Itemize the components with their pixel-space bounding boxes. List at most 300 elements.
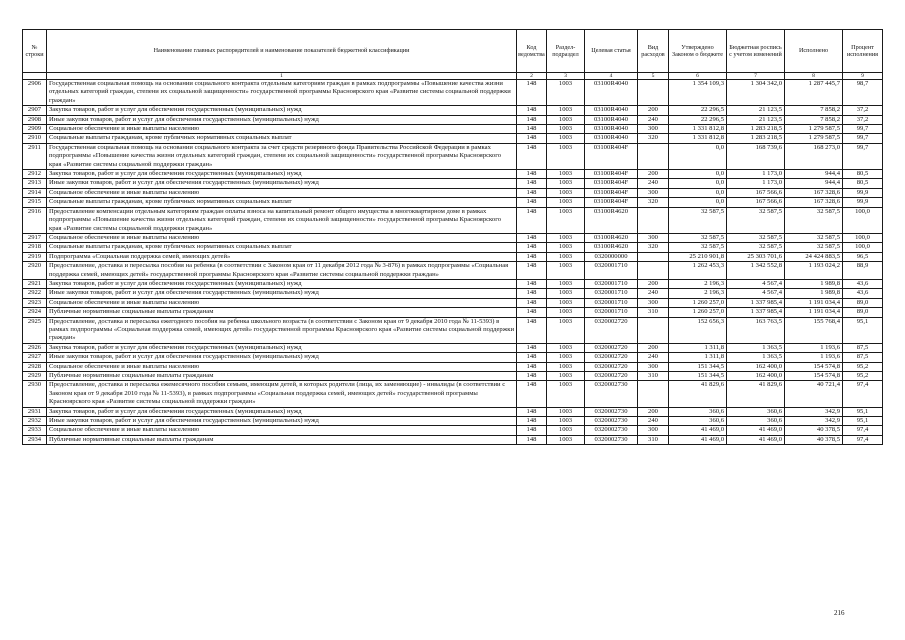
column-number: 5 xyxy=(638,73,669,80)
column-header: Процент исполнения xyxy=(843,30,883,73)
row-number: 2912 xyxy=(23,170,47,179)
row-name: Социальное обеспечение и иные выплаты населению xyxy=(47,125,517,134)
section-code: 1003 xyxy=(547,134,585,143)
executed-amount: 944,4 xyxy=(785,170,843,179)
row-number: 2907 xyxy=(23,106,47,115)
table-row xyxy=(23,143,883,169)
column-number: 1 xyxy=(47,73,517,80)
row-name: Социальное обеспечение и иные выплаты населению xyxy=(47,362,517,371)
execution-percent: 97,4 xyxy=(843,381,883,407)
row-name: Социальные выплаты гражданам, кроме публичных нормативных социальных выплат xyxy=(47,134,517,143)
table-row xyxy=(23,435,883,444)
section-code: 1003 xyxy=(547,188,585,197)
planned-amount: 163 763,5 xyxy=(727,317,785,343)
executed-amount: 167 328,6 xyxy=(785,198,843,207)
approved-amount: 0,0 xyxy=(669,179,727,188)
row-number: 2917 xyxy=(23,233,47,242)
section-code: 1003 xyxy=(547,362,585,371)
row-name: Предоставление компенсации отдельным категориям граждан оплаты взноса на капитальный ремонт общего имущества в многоквартирном доме в рамках подпрограммы «Повышение качества жизни отдельных категорий граждан, степени их социальной защищенности» государственной программы Красноярского края «Развитие системы социальной поддержки граждан» xyxy=(47,207,517,233)
execution-percent: 97,4 xyxy=(843,426,883,435)
expense-type-code: 310 xyxy=(638,435,669,444)
planned-amount: 1 173,0 xyxy=(727,179,785,188)
planned-amount: 41 469,0 xyxy=(727,426,785,435)
target-item-code: 0320002730 xyxy=(585,426,638,435)
table-row xyxy=(23,289,883,298)
target-item-code: 0320002720 xyxy=(585,317,638,343)
row-name: Социальные выплаты гражданам, кроме публичных нормативных социальных выплат xyxy=(47,198,517,207)
table-row xyxy=(23,308,883,317)
row-number: 2927 xyxy=(23,353,47,362)
execution-percent: 95,1 xyxy=(843,407,883,416)
table-row xyxy=(23,125,883,134)
department-code: 148 xyxy=(517,243,547,252)
department-code: 148 xyxy=(517,435,547,444)
department-code: 148 xyxy=(517,407,547,416)
execution-percent: 96,5 xyxy=(843,252,883,261)
row-number: 2921 xyxy=(23,279,47,288)
section-code: 1003 xyxy=(547,80,585,106)
table-row xyxy=(23,252,883,261)
budget-execution-table xyxy=(22,29,883,445)
execution-percent: 89,0 xyxy=(843,298,883,307)
column-number: 7 xyxy=(727,73,785,80)
section-code: 1003 xyxy=(547,426,585,435)
target-item-code: 0320001710 xyxy=(585,262,638,280)
target-item-code: 03100R404F xyxy=(585,179,638,188)
execution-percent: 37,2 xyxy=(843,106,883,115)
section-code: 1003 xyxy=(547,125,585,134)
approved-amount: 0,0 xyxy=(669,170,727,179)
expense-type-code: 200 xyxy=(638,170,669,179)
row-number: 2908 xyxy=(23,115,47,124)
row-name: Социальное обеспечение и иные выплаты населению xyxy=(47,188,517,197)
approved-amount: 22 296,5 xyxy=(669,115,727,124)
section-code: 1003 xyxy=(547,279,585,288)
execution-percent: 99,9 xyxy=(843,198,883,207)
target-item-code: 0320002730 xyxy=(585,435,638,444)
department-code: 148 xyxy=(517,353,547,362)
row-number: 2910 xyxy=(23,134,47,143)
row-number: 2926 xyxy=(23,343,47,352)
executed-amount: 342,9 xyxy=(785,407,843,416)
department-code: 148 xyxy=(517,262,547,280)
column-header: № строки xyxy=(23,30,47,73)
section-code: 1003 xyxy=(547,252,585,261)
planned-amount: 168 739,6 xyxy=(727,143,785,169)
row-number: 2906 xyxy=(23,80,47,106)
column-header: Код ведомства xyxy=(517,30,547,73)
planned-amount: 41 469,0 xyxy=(727,435,785,444)
department-code: 148 xyxy=(517,198,547,207)
execution-percent: 95,1 xyxy=(843,417,883,426)
row-name: Социальные выплаты гражданам, кроме публичных нормативных социальных выплат xyxy=(47,243,517,252)
planned-amount: 1 337 985,4 xyxy=(727,308,785,317)
department-code: 148 xyxy=(517,289,547,298)
planned-amount: 1 173,0 xyxy=(727,170,785,179)
section-code: 1003 xyxy=(547,106,585,115)
department-code: 148 xyxy=(517,143,547,169)
approved-amount: 360,6 xyxy=(669,417,727,426)
approved-amount: 1 262 453,3 xyxy=(669,262,727,280)
expense-type-code: 200 xyxy=(638,343,669,352)
expense-type-code xyxy=(638,207,669,233)
execution-percent: 100,0 xyxy=(843,243,883,252)
column-number: 8 xyxy=(785,73,843,80)
planned-amount: 1 283 218,5 xyxy=(727,125,785,134)
column-header: Наименование главных распорядителей и наименование показателей бюджетной классификации xyxy=(47,30,517,73)
approved-amount: 1 260 257,0 xyxy=(669,308,727,317)
row-number: 2909 xyxy=(23,125,47,134)
row-name: Иные закупки товаров, работ и услуг для обеспечения государственных (муниципальных) нужд xyxy=(47,115,517,124)
column-header: Вид расходов xyxy=(638,30,669,73)
execution-percent: 98,7 xyxy=(843,80,883,106)
expense-type-code: 320 xyxy=(638,198,669,207)
row-name: Иные закупки товаров, работ и услуг для обеспечения государственных (муниципальных) нужд xyxy=(47,179,517,188)
row-number: 2918 xyxy=(23,243,47,252)
section-code: 1003 xyxy=(547,343,585,352)
execution-percent: 99,7 xyxy=(843,143,883,169)
expense-type-code: 200 xyxy=(638,407,669,416)
approved-amount: 41 829,6 xyxy=(669,381,727,407)
section-code: 1003 xyxy=(547,417,585,426)
row-name: Предоставление, доставка и пересылка ежегодного пособия на ребенка школьного возраста (в соответствии с Законом края от 9 декабря 2010 года № 11-5393) в рамках подпрограммы «Социальная поддержка семей, имеющих детей» государственной программы Красноярского края «Развитие системы социальной поддержки граждан» xyxy=(47,317,517,343)
expense-type-code xyxy=(638,317,669,343)
approved-amount: 2 196,3 xyxy=(669,289,727,298)
planned-amount: 360,6 xyxy=(727,417,785,426)
table-row xyxy=(23,188,883,197)
expense-type-code: 320 xyxy=(638,134,669,143)
table-row xyxy=(23,417,883,426)
target-item-code: 03100R4620 xyxy=(585,207,638,233)
section-code: 1003 xyxy=(547,170,585,179)
approved-amount: 2 196,3 xyxy=(669,279,727,288)
execution-percent: 87,5 xyxy=(843,343,883,352)
expense-type-code: 240 xyxy=(638,115,669,124)
department-code: 148 xyxy=(517,426,547,435)
approved-amount: 0,0 xyxy=(669,143,727,169)
target-item-code: 0320002720 xyxy=(585,362,638,371)
expense-type-code: 240 xyxy=(638,179,669,188)
planned-amount: 32 587,5 xyxy=(727,243,785,252)
target-item-code: 03100R4620 xyxy=(585,233,638,242)
target-item-code: 0320002720 xyxy=(585,353,638,362)
planned-amount: 162 400,0 xyxy=(727,362,785,371)
row-name: Иные закупки товаров, работ и услуг для обеспечения государственных (муниципальных) нужд xyxy=(47,353,517,362)
expense-type-code: 310 xyxy=(638,308,669,317)
section-code: 1003 xyxy=(547,262,585,280)
approved-amount: 360,6 xyxy=(669,407,727,416)
row-name: Закупка товаров, работ и услуг для обеспечения государственных (муниципальных) нужд xyxy=(47,170,517,179)
table-row xyxy=(23,243,883,252)
approved-amount: 152 656,3 xyxy=(669,317,727,343)
row-name: Социальное обеспечение и иные выплаты населению xyxy=(47,298,517,307)
executed-amount: 155 768,4 xyxy=(785,317,843,343)
target-item-code: 03100R404F xyxy=(585,188,638,197)
execution-percent: 80,5 xyxy=(843,179,883,188)
column-number xyxy=(23,73,47,80)
table-row xyxy=(23,80,883,106)
column-number: 6 xyxy=(669,73,727,80)
expense-type-code: 200 xyxy=(638,106,669,115)
planned-amount: 1 337 985,4 xyxy=(727,298,785,307)
section-code: 1003 xyxy=(547,372,585,381)
department-code: 148 xyxy=(517,179,547,188)
column-number: 2 xyxy=(517,73,547,80)
planned-amount: 32 587,5 xyxy=(727,233,785,242)
department-code: 148 xyxy=(517,80,547,106)
expense-type-code xyxy=(638,262,669,280)
table-row xyxy=(23,233,883,242)
department-code: 148 xyxy=(517,170,547,179)
target-item-code: 03100R4040 xyxy=(585,125,638,134)
executed-amount: 32 587,5 xyxy=(785,243,843,252)
executed-amount: 40 378,5 xyxy=(785,435,843,444)
target-item-code: 03100R4040 xyxy=(585,134,638,143)
executed-amount: 1 193,6 xyxy=(785,343,843,352)
column-number: 3 xyxy=(547,73,585,80)
executed-amount: 342,9 xyxy=(785,417,843,426)
target-item-code: 03100R404F xyxy=(585,198,638,207)
column-header: Бюджетная роспись с учетом изменений xyxy=(727,30,785,73)
expense-type-code: 320 xyxy=(638,243,669,252)
planned-amount: 4 567,4 xyxy=(727,279,785,288)
row-number: 2934 xyxy=(23,435,47,444)
department-code: 148 xyxy=(517,343,547,352)
target-item-code: 0320001710 xyxy=(585,289,638,298)
row-name: Социальное обеспечение и иные выплаты населению xyxy=(47,426,517,435)
row-name: Закупка товаров, работ и услуг для обеспечения государственных (муниципальных) нужд xyxy=(47,279,517,288)
row-number: 2922 xyxy=(23,289,47,298)
execution-percent: 43,6 xyxy=(843,279,883,288)
section-code: 1003 xyxy=(547,381,585,407)
planned-amount: 1 363,5 xyxy=(727,343,785,352)
planned-amount: 4 567,4 xyxy=(727,289,785,298)
department-code: 148 xyxy=(517,381,547,407)
approved-amount: 32 587,5 xyxy=(669,207,727,233)
row-number: 2925 xyxy=(23,317,47,343)
approved-amount: 41 469,0 xyxy=(669,435,727,444)
row-number: 2911 xyxy=(23,143,47,169)
department-code: 148 xyxy=(517,279,547,288)
executed-amount: 32 587,5 xyxy=(785,207,843,233)
target-item-code: 0320002730 xyxy=(585,417,638,426)
row-name: Публичные нормативные социальные выплаты гражданам xyxy=(47,308,517,317)
executed-amount: 944,4 xyxy=(785,179,843,188)
department-code: 148 xyxy=(517,106,547,115)
planned-amount: 1 283 218,5 xyxy=(727,134,785,143)
column-number: 9 xyxy=(843,73,883,80)
executed-amount: 7 858,2 xyxy=(785,106,843,115)
expense-type-code xyxy=(638,252,669,261)
row-name: Закупка товаров, работ и услуг для обеспечения государственных (муниципальных) нужд xyxy=(47,106,517,115)
department-code: 148 xyxy=(517,298,547,307)
row-number: 2931 xyxy=(23,407,47,416)
execution-percent: 100,0 xyxy=(843,233,883,242)
approved-amount: 25 210 901,8 xyxy=(669,252,727,261)
department-code: 148 xyxy=(517,317,547,343)
expense-type-code: 300 xyxy=(638,188,669,197)
row-name: Государственная социальная помощь на основании социального контракта отдельным категориям граждан в рамках подпрограммы «Повышение качества жизни отдельных категорий граждан, степени их социальной защищенности» государственной программы Красноярского края «Развитие системы социальной поддержки граждан» xyxy=(47,80,517,106)
planned-amount: 21 123,5 xyxy=(727,106,785,115)
executed-amount: 154 574,8 xyxy=(785,372,843,381)
planned-amount: 1 304 342,0 xyxy=(727,80,785,106)
table-row xyxy=(23,426,883,435)
row-name: Подпрограмма «Социальная поддержка семей, имеющих детей» xyxy=(47,252,517,261)
approved-amount: 32 587,5 xyxy=(669,243,727,252)
row-number: 2913 xyxy=(23,179,47,188)
executed-amount: 7 858,2 xyxy=(785,115,843,124)
executed-amount: 40 378,5 xyxy=(785,426,843,435)
execution-percent: 95,2 xyxy=(843,362,883,371)
department-code: 148 xyxy=(517,134,547,143)
expense-type-code: 310 xyxy=(638,372,669,381)
execution-percent: 87,5 xyxy=(843,353,883,362)
table-row xyxy=(23,372,883,381)
target-item-code: 03100R4040 xyxy=(585,80,638,106)
section-code: 1003 xyxy=(547,289,585,298)
row-number: 2914 xyxy=(23,188,47,197)
approved-amount: 0,0 xyxy=(669,188,727,197)
row-number: 2919 xyxy=(23,252,47,261)
table-row xyxy=(23,343,883,352)
executed-amount: 168 273,0 xyxy=(785,143,843,169)
execution-percent: 43,6 xyxy=(843,289,883,298)
planned-amount: 21 123,5 xyxy=(727,115,785,124)
section-code: 1003 xyxy=(547,143,585,169)
row-name: Государственная социальная помощь на основании социального контракта за счет средств резервного фонда Правительства Российской Федерации в рамках подпрограммы «Повышение качества жизни отдельных категорий граждан, степени их социальной защищенности» государственной программы Красноярского края «Развитие системы социальной поддержки граждан» xyxy=(47,143,517,169)
department-code: 148 xyxy=(517,252,547,261)
target-item-code: 0320001710 xyxy=(585,298,638,307)
department-code: 148 xyxy=(517,115,547,124)
expense-type-code: 200 xyxy=(638,279,669,288)
executed-amount: 1 989,8 xyxy=(785,279,843,288)
table-row xyxy=(23,298,883,307)
row-name: Предоставление, доставка и пересылка ежемесячного пособия семьям, имеющим детей, в которых родители (лица, их заменяющие) - инвалиды (в соответствии с Законом края от 9 декабря 2010 года № 11-5393), в рамках подпрограммы «Социальная поддержка семей, имеющих детей» государственной программы Красноярского края «Развитие системы социальной поддержки граждан» xyxy=(47,381,517,407)
approved-amount: 41 469,0 xyxy=(669,426,727,435)
budget-table-sheet xyxy=(22,29,882,445)
row-number: 2924 xyxy=(23,308,47,317)
executed-amount: 1 191 034,4 xyxy=(785,298,843,307)
executed-amount: 1 193 024,2 xyxy=(785,262,843,280)
execution-percent: 95,2 xyxy=(843,372,883,381)
executed-amount: 1 191 034,4 xyxy=(785,308,843,317)
table-row xyxy=(23,381,883,407)
target-item-code: 03100R4040 xyxy=(585,115,638,124)
department-code: 148 xyxy=(517,417,547,426)
row-number: 2932 xyxy=(23,417,47,426)
target-item-code: 03100R404F xyxy=(585,170,638,179)
table-row xyxy=(23,262,883,280)
approved-amount: 1 311,8 xyxy=(669,353,727,362)
section-code: 1003 xyxy=(547,198,585,207)
execution-percent: 80,5 xyxy=(843,170,883,179)
table-row xyxy=(23,179,883,188)
department-code: 148 xyxy=(517,188,547,197)
section-code: 1003 xyxy=(547,298,585,307)
table-body xyxy=(23,80,883,445)
row-name: Иные закупки товаров, работ и услуг для обеспечения государственных (муниципальных) нужд xyxy=(47,289,517,298)
row-name: Закупка товаров, работ и услуг для обеспечения государственных (муниципальных) нужд xyxy=(47,407,517,416)
section-code: 1003 xyxy=(547,115,585,124)
target-item-code: 0320001710 xyxy=(585,279,638,288)
section-code: 1003 xyxy=(547,435,585,444)
column-header: Раздел-подраздел xyxy=(547,30,585,73)
row-name: Публичные нормативные социальные выплаты гражданам xyxy=(47,372,517,381)
executed-amount: 24 424 883,5 xyxy=(785,252,843,261)
table-row xyxy=(23,317,883,343)
section-code: 1003 xyxy=(547,207,585,233)
approved-amount: 1 311,8 xyxy=(669,343,727,352)
approved-amount: 151 344,5 xyxy=(669,372,727,381)
table-row xyxy=(23,353,883,362)
section-code: 1003 xyxy=(547,243,585,252)
planned-amount: 32 587,5 xyxy=(727,207,785,233)
target-item-code: 0320002730 xyxy=(585,407,638,416)
expense-type-code: 240 xyxy=(638,417,669,426)
expense-type-code: 300 xyxy=(638,362,669,371)
target-item-code: 0320000000 xyxy=(585,252,638,261)
table-row xyxy=(23,115,883,124)
execution-percent: 88,9 xyxy=(843,262,883,280)
column-header: Целевая статья xyxy=(585,30,638,73)
executed-amount: 154 574,8 xyxy=(785,362,843,371)
expense-type-code: 300 xyxy=(638,125,669,134)
table-row xyxy=(23,362,883,371)
expense-type-code: 300 xyxy=(638,233,669,242)
planned-amount: 25 303 701,6 xyxy=(727,252,785,261)
department-code: 148 xyxy=(517,362,547,371)
planned-amount: 1 363,5 xyxy=(727,353,785,362)
department-code: 148 xyxy=(517,308,547,317)
executed-amount: 1 287 445,7 xyxy=(785,80,843,106)
table-row xyxy=(23,207,883,233)
approved-amount: 151 344,5 xyxy=(669,362,727,371)
approved-amount: 1 331 812,8 xyxy=(669,125,727,134)
table-row xyxy=(23,106,883,115)
table-row xyxy=(23,198,883,207)
section-code: 1003 xyxy=(547,353,585,362)
row-name: Иные закупки товаров, работ и услуг для обеспечения государственных (муниципальных) нужд xyxy=(47,417,517,426)
column-header: Исполнено xyxy=(785,30,843,73)
execution-percent: 99,7 xyxy=(843,125,883,134)
planned-amount: 41 829,6 xyxy=(727,381,785,407)
row-name: Предоставление, доставка и пересылка пособия на ребенка (в соответствии с Законом края от 11 декабря 2012 года № 3-876) в рамках подпрограммы «Социальная поддержка семей, имеющих детей» государственной программы Красноярского края «Развитие системы социальной поддержки граждан» xyxy=(47,262,517,280)
row-number: 2928 xyxy=(23,362,47,371)
table-row xyxy=(23,134,883,143)
target-item-code: 0320002730 xyxy=(585,381,638,407)
row-number: 2930 xyxy=(23,381,47,407)
table-row xyxy=(23,279,883,288)
executed-amount: 1 989,8 xyxy=(785,289,843,298)
executed-amount: 40 721,4 xyxy=(785,381,843,407)
execution-percent: 97,4 xyxy=(843,435,883,444)
approved-amount: 1 260 257,0 xyxy=(669,298,727,307)
planned-amount: 1 342 552,8 xyxy=(727,262,785,280)
approved-amount: 1 354 109,3 xyxy=(669,80,727,106)
execution-percent: 89,0 xyxy=(843,308,883,317)
target-item-code: 03100R4040 xyxy=(585,106,638,115)
expense-type-code: 240 xyxy=(638,289,669,298)
row-number: 2929 xyxy=(23,372,47,381)
row-number: 2915 xyxy=(23,198,47,207)
planned-amount: 167 566,6 xyxy=(727,198,785,207)
row-number: 2916 xyxy=(23,207,47,233)
execution-percent: 99,9 xyxy=(843,188,883,197)
execution-percent: 99,7 xyxy=(843,134,883,143)
row-number: 2923 xyxy=(23,298,47,307)
target-item-code: 03100R4620 xyxy=(585,243,638,252)
target-item-code: 0320002720 xyxy=(585,343,638,352)
